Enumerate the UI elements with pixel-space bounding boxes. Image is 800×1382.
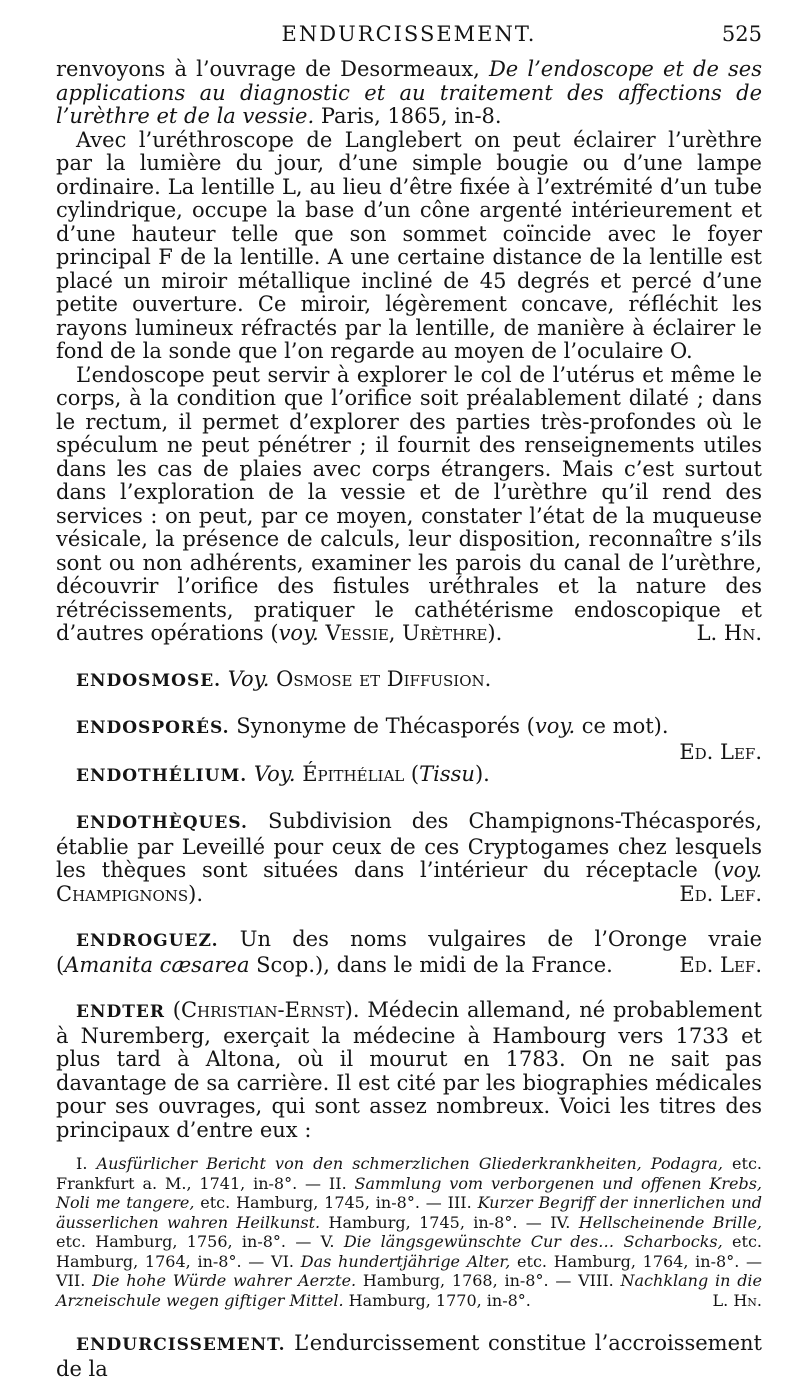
entry-endospores [56,714,762,764]
voy-ref: Voy. [227,666,270,691]
work-title: Die hohe Würde wahrer Aerzte. [92,1271,357,1290]
text: Paris, 1865, in-8. [314,104,502,128]
voy-ref: voy. [721,858,762,882]
work-details: Hamburg, 1745, in-8°. — [320,1212,551,1232]
work-title: Das hundertjährige Alter, [300,1251,511,1271]
work-details: etc. Hamburg, 1764, in-8°. — [510,1251,763,1271]
italic-term: Amanita cæsarea [64,952,250,977]
cross-refs: Champignons). [56,881,204,906]
headword: ENDTER [76,1002,165,1022]
author-signature: L. Hn. [696,621,762,645]
headword: ENDROGUEZ. [76,931,219,951]
headword: ENDURCISSEMENT. [76,1335,286,1355]
text: ce mot). [575,714,669,738]
work-number: VIII. [578,1271,621,1290]
text: Un des noms vulgaires de l’Oronge vraie ( [56,927,762,977]
author-signature: Ed. Lef. [679,881,762,906]
cross-refs: Vessie, Urèthre). [318,621,503,645]
author-signature: Ed. Lef. [679,739,762,764]
work-title: Kurzer Begriff der innerlichen und äusserlichen wahren Heilkunst. [56,1193,763,1232]
entry-endothelium [56,763,762,789]
author-signature: Ed. Lef. [679,952,762,977]
work-number: I. [76,1154,97,1173]
work-details: Hamburg, 1770, in-8°. [343,1290,531,1310]
text: L’endurcissement constitue l’accroissement de la [56,1331,762,1381]
work-title: Ausfürlicher Bericht von den schmerzlichen Gliederkrankheiten, Podagra, [96,1154,723,1173]
work-number: VII. [56,1271,93,1290]
entry-endosmose [56,668,762,694]
work-title: Die längsgewünschte Cur des… Scharbocks, [343,1232,723,1251]
person-name: (Christian-Ernst). [164,998,360,1022]
page-number: 525 [721,22,762,46]
paragraph-endoscope-uses [56,364,762,646]
headword: ENDOTHÉLIUM. [76,765,248,786]
text: L’endoscope peut servir à explorer le col de l’utérus et même le corps, à la condition que l’orifice soit préalablement dilaté ; dans le rectum, il permet d’explorer des parties très-profondes où le spéculum ne peut pénétrer ; il fournit des renseignements utiles dans les cas de plaies avec corps étrangers. Mais c’est surtout dans l’exploration de la vessie et de l’urèthre qu’il rend des services : on peut, par ce moyen, constater l’état de la muqueuse vésicale, la présence de calculs, leur disposition, reconnaître s’ils sont ou non adhérents, examiner les parois du canal de l’urèthre, découvrir l’orifice des fistules uréthrales et la nature des rétrécissements, pratiquer le cathétérisme endoscopique et d’autres opérations ( [56,362,762,645]
text: Médecin allemand, né probablement à Nuremberg, exerçait la médecine à Hambourg vers 1733 et plus tard à Altona, où il mourut en 1783. On ne sait pas davantage de sa carrière. Il est cité par les biographies médicales pour ses ouvrages, qui sont assez nombreux. Voici les titres des principaux d’entre eux : [56,998,762,1142]
entry-endroguez [56,928,762,977]
text: renvoyons à l’ouvrage de Desormeaux, [56,57,489,81]
author-signature: L. Hn. [712,1290,762,1310]
paragraph-desormeaux [56,58,762,129]
work-title: Hellscheinende Brille, [578,1212,763,1232]
text: Synonyme de Thécasporés ( [229,714,535,738]
work-title: Nachklang in die Arzneischule wegen giftiger Mittel. [56,1271,763,1310]
voy-ref: voy. [278,621,319,645]
page-body [56,58,762,1381]
voy-ref: voy. [534,714,576,738]
entry-endter [56,999,762,1142]
text: Épithélial ( [295,761,420,786]
text: Subdivision des Champignons-Thécasporés, établie par Leveillé pour ceux de ces Cryptogames chez lesquels les thèques sont situées dans l’intérieur du réceptacle ( [56,809,762,882]
headword: ENDOSPORÉS. [76,718,230,738]
text: Osmose et Diffusion. [269,666,492,691]
book-title: De l’endoscope et de ses applications au diagnostic et au traitement des affections de l’urèthre et de la vessie. [56,57,762,128]
running-header [56,22,762,52]
work-number: IV. [550,1212,579,1232]
work-number: III. [447,1193,478,1212]
paragraph-urethroscope: Avec l’uréthroscope de Langlebert on peut éclairer l’urèthre par la lumière du jour, d’une simple bougie ou d’une lampe ordinaire. La lentille L, au lieu d’être fixée à l’extrémité d’un tube cylindrique, occupe la base d’un cône argenté intérieurement et d’une hauteur telle que son sommet coïncide avec le foyer principal F de la lentille. A une certaine distance de la lentille est placé un miroir métallique incliné de 45 degrés et percé d’une petite ouverture. Ce miroir, légèrement concave, réfléchit les rayons lumineux réfractés par la lentille, de manière à éclairer le fond de la sonde que l’on regarde au moyen de l’oculaire O. [56,127,762,363]
work-details: etc. Hamburg, 1764, in-8°. — [56,1232,763,1271]
work-details: etc. Hamburg, 1745, in-8°. — [194,1193,448,1212]
headword: ENDOSMOSE. [76,670,222,691]
works-list [56,1154,762,1310]
headword: ENDOTHÈQUES. [76,813,248,833]
work-title: Sammlung vom verborgenen und offenen Krebs, Noli me tangere, [56,1173,763,1212]
work-number: V. [320,1232,344,1251]
work-details: Hamburg, 1768, in-8°. — [356,1271,579,1290]
voy-ref: Voy. [253,761,296,786]
work-details: etc. Hamburg, 1756, in-8°. — [56,1232,321,1251]
work-number: II. [328,1173,355,1193]
work-details: etc. Frankfurt a. M., 1741, in-8°. — [56,1154,762,1193]
text: Scop.), dans le midi de la France. [249,952,613,977]
running-title: ENDURCISSEMENT. [281,22,537,46]
entry-endurcissement [56,1332,762,1381]
entry-endotheques [56,810,762,906]
work-number: VI. [271,1251,301,1271]
italic-term: Tissu [419,761,475,786]
text: ). [474,761,490,786]
